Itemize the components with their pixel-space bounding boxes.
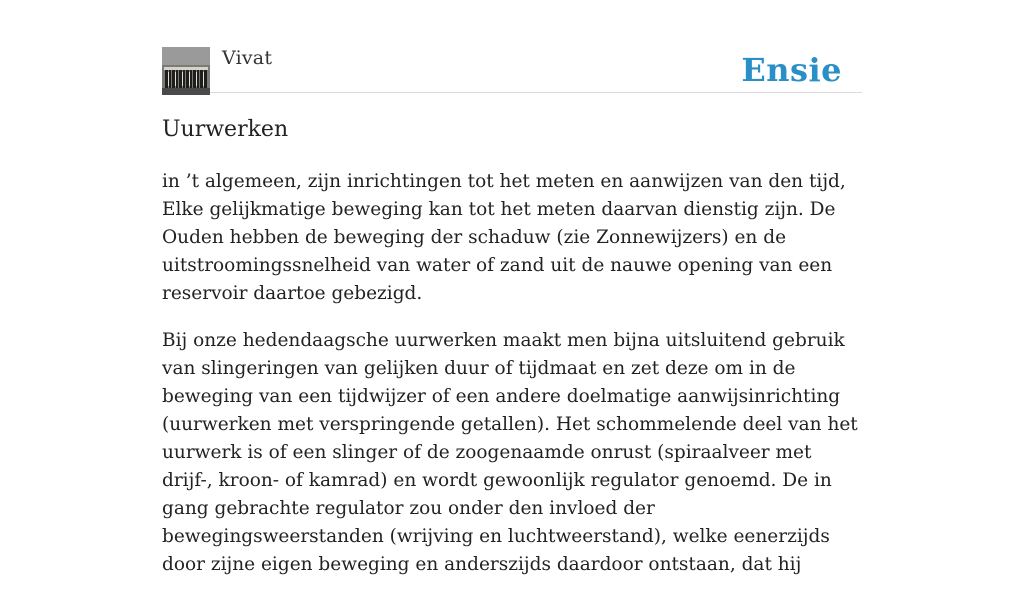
article-header xyxy=(162,0,862,93)
author-avatar[interactable] xyxy=(162,47,210,95)
article-body xyxy=(162,168,862,598)
article-paragraph: Bij onze hedendaagsche uurwerken maakt men bijna uitsluitend gebruik van slingeringen van gelijken duur of tijdmaat en zet deze om in de beweging van een tijdwijzer of een andere doelmatige aanwijsinrichting (uurwerken met verspringende getallen). Het schommelende deel van het uurwerk is of een slinger of de zoogenaamde onrust (spiraalveer met drijf-, kroon- of kamrad) en wordt gewoonlijk regulator genoemd. De in gang gebrachte regulator zou onder den invloed der bewegingsweerstanden (wrijving en luchtweerstand), welke eenerzijds door zijne eigen beweging en anderszijds daardoor ontstaan, dat hij xyxy=(162,330,858,575)
bookshelf-avatar-icon xyxy=(162,47,210,95)
site-logo[interactable]: Ensie xyxy=(741,51,842,89)
article-title: Uurwerken xyxy=(162,117,289,142)
article-paragraph: in ’t algemeen, zijn inrichtingen tot het meten en aanwijzen van den tijd, Elke gelijkmatige beweging kan tot het meten daarvan dienstig zijn. De Ouden hebben de beweging der schaduw (zie Zonnewijzers) en de uitstroomingssnelheid van water of zand uit de nauwe opening van een reservoir daartoe gebezigd. xyxy=(162,171,846,304)
article-page xyxy=(162,0,862,575)
author-name[interactable]: Vivat xyxy=(222,47,273,69)
